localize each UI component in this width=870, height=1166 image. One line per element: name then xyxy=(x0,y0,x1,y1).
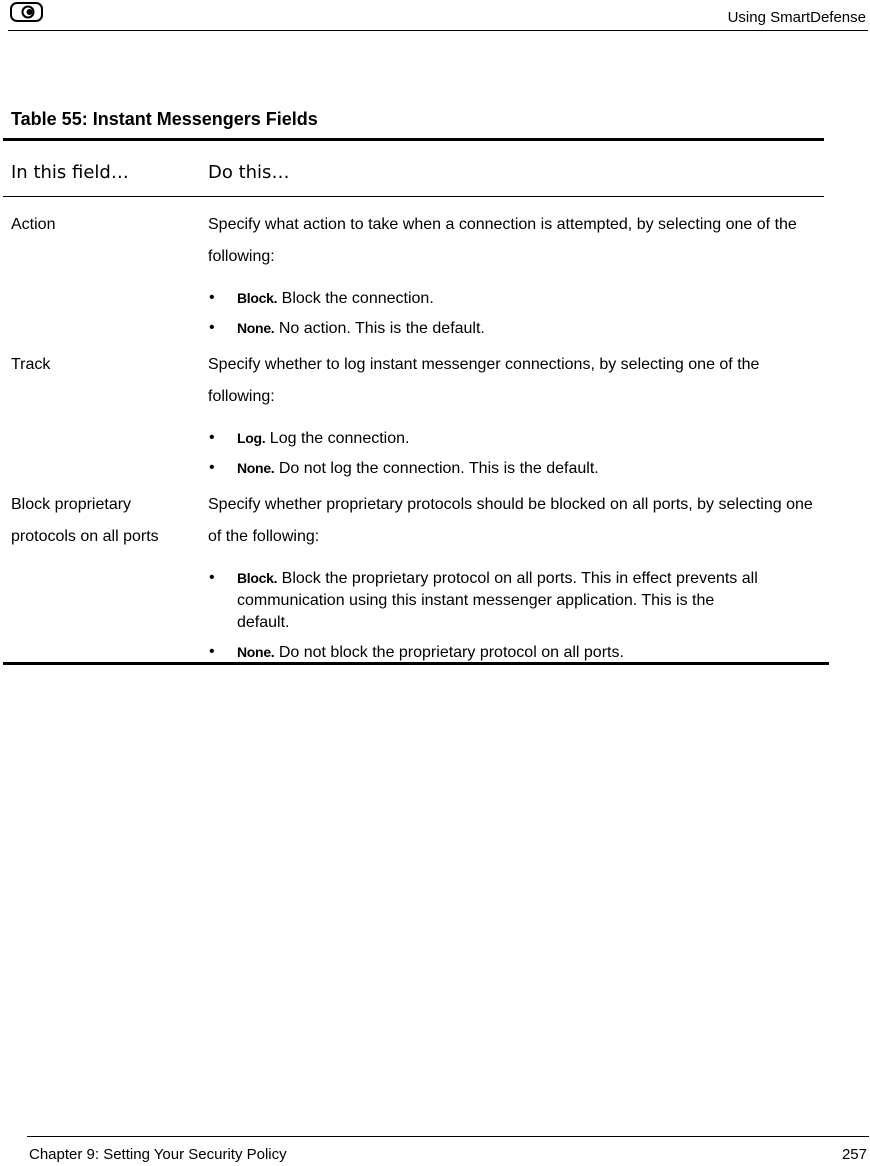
table-caption: Table 55: Instant Messengers Fields xyxy=(11,109,318,129)
table-bottom-rule xyxy=(3,662,829,665)
list-item xyxy=(208,317,820,340)
table-header-rule xyxy=(3,196,824,197)
header-title: Using SmartDefense xyxy=(727,9,866,26)
list-item xyxy=(208,567,758,634)
field-description-action: Specify what action to take when a connection is attempted, by selecting one of the following: xyxy=(208,216,797,265)
bullet-icon: • xyxy=(209,569,215,586)
bullet-icon: • xyxy=(209,319,215,336)
column-header-action: Do this… xyxy=(208,162,290,183)
option-text: Do not block the proprietary protocol on all ports. xyxy=(274,644,624,661)
field-name-track: Track xyxy=(11,356,51,373)
list-item xyxy=(208,427,820,450)
page-number: 257 xyxy=(841,1146,867,1163)
list-item xyxy=(208,641,758,664)
option-text: No action. This is the default. xyxy=(274,320,485,337)
option-text: Block the connection. xyxy=(277,290,434,307)
option-term: None. xyxy=(237,644,275,660)
checkpoint-logo-icon xyxy=(10,2,43,22)
option-text: Do not log the connection. This is the default. xyxy=(274,460,599,477)
option-term: None. xyxy=(237,320,275,336)
footer-chapter: Chapter 9: Setting Your Security Policy xyxy=(29,1146,287,1163)
page-footer xyxy=(27,1136,869,1166)
bullet-icon: • xyxy=(209,459,215,476)
column-header-field: In this field… xyxy=(11,162,129,183)
option-term: Log. xyxy=(237,430,266,446)
field-description-track: Specify whether to log instant messenger connections, by selecting one of the following: xyxy=(208,356,760,405)
option-text: Block the proprietary protocol on all ports. This in effect prevents all communication using this instant messenger application. This is the default. xyxy=(237,570,758,631)
option-term: Block. xyxy=(237,290,278,306)
field-name-block-proprietary: Block proprietary protocols on all ports xyxy=(11,496,159,545)
field-description-block-proprietary: Specify whether proprietary protocols should be blocked on all ports, by selecting one of the following: xyxy=(208,496,813,545)
option-text: Log the connection. xyxy=(265,430,410,447)
option-term: None. xyxy=(237,460,275,476)
option-list-track xyxy=(208,427,820,487)
option-list-block-proprietary xyxy=(208,567,758,671)
list-item xyxy=(208,287,820,310)
bullet-icon: • xyxy=(209,429,215,446)
list-item xyxy=(208,457,820,480)
bullet-icon: • xyxy=(209,643,215,660)
option-list-action xyxy=(208,287,820,347)
field-name-action: Action xyxy=(11,216,56,233)
page-header xyxy=(8,0,868,31)
table-top-rule xyxy=(3,138,824,141)
option-term: Block. xyxy=(237,570,278,586)
bullet-icon: • xyxy=(209,289,215,306)
